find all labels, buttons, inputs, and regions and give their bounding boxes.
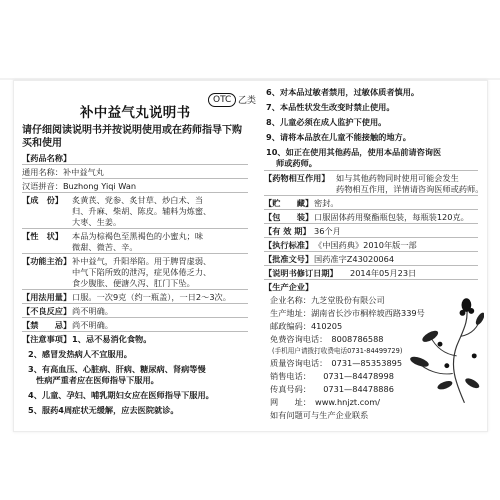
interaction-line: 如与其他药物同时使用可能会发生	[336, 173, 459, 183]
divider	[264, 237, 478, 238]
ingredients-label: 【成 份】	[22, 195, 63, 205]
website: 网 址： www.hnjzt.com/	[270, 397, 380, 407]
divider	[22, 317, 248, 318]
instruction-text: 请仔细阅读说明书并按说明使用或在药师指导下购买和使用	[22, 125, 242, 149]
revised-text: 2014年05月23日	[350, 268, 417, 278]
common-name: 通用名称：补中益气丸	[22, 167, 104, 177]
divider	[264, 223, 478, 224]
package-text: 口服固体药用聚酯瓶包装，每瓶装120克。	[314, 212, 469, 222]
maker-label: 【生产企业】	[264, 282, 314, 292]
function-label: 【功能主治】	[22, 256, 72, 266]
notes-item: 8、儿童必须在成人监护下使用。	[266, 117, 387, 127]
function-line: 补中益气，升阳举陷。用于脾胃虚弱、	[72, 256, 212, 266]
contraindication-text: 尚不明确。	[72, 320, 113, 330]
approval-text: 国药准字Z43020064	[314, 254, 395, 264]
leaflet-card	[13, 80, 488, 432]
quality-phone: 质量咨询电话： 0731—85353895	[270, 358, 403, 368]
approval-label: 【批准文号】	[264, 254, 314, 264]
ingredients-line: 大枣、生姜。	[72, 217, 122, 227]
interaction-line: 药物相互作用，详情请咨询医师或药师。	[336, 184, 484, 194]
divider	[22, 178, 248, 179]
notes-item: 师或药师。	[276, 158, 317, 168]
character-line: 本品为棕褐色至黑褐色的小蜜丸；味	[72, 231, 204, 241]
usage-label: 【用法用量】	[22, 292, 72, 302]
character-line: 微甜、微苦、辛。	[72, 242, 138, 252]
notes-item: 2、感冒发热病人不宜服用。	[28, 349, 132, 359]
divider	[22, 192, 248, 193]
contraindication-label: 【禁 忌】	[22, 320, 72, 330]
divider	[22, 164, 248, 165]
sales-phone: 销售电话： 0731—84478998	[270, 371, 394, 381]
divider	[264, 209, 478, 210]
divider	[264, 265, 478, 266]
hotline: 免费咨询电话： 8008786588	[270, 334, 384, 344]
interaction-label: 【药物相互作用】	[264, 173, 330, 183]
validity-label: 【有 效 期】	[264, 226, 311, 236]
drug-name-heading: 【药品名称】	[22, 153, 72, 163]
divider	[264, 279, 478, 280]
standard-text: 《中国药典》2010年版一部	[314, 240, 417, 250]
flower-drawing	[396, 296, 484, 406]
storage-label: 【贮 藏】	[264, 198, 314, 208]
divider	[264, 170, 478, 171]
postcode: 邮政编码：410205	[270, 321, 343, 331]
usage-text: 口服。一次9克（约一瓶盖），一日2～3次。	[72, 292, 231, 302]
divider	[22, 303, 248, 304]
notes-item: 3、有高血压、心脏病、肝病、糖尿病、肾病等慢	[28, 364, 206, 374]
adverse-label: 【不良反应】	[22, 306, 72, 316]
standard-label: 【执行标准】	[264, 240, 314, 250]
function-line: 中气下陷所致的泄泻，症见体倦乏力、	[72, 267, 212, 277]
hotline-note: (手机用户请拨打收费电话0731-84499729)	[272, 347, 403, 355]
notes-item: 1、忌不易消化食物。	[72, 334, 152, 344]
validity-text: 36个月	[314, 226, 341, 236]
storage-text: 密封。	[314, 198, 339, 208]
pinyin-name: 汉语拼音：Buzhong Yiqi Wan	[22, 181, 137, 191]
divider	[264, 251, 478, 252]
divider	[22, 331, 248, 332]
company-name: 企业名称：九芝堂股份有限公司	[270, 295, 385, 305]
otc-badge: OTC	[208, 93, 236, 107]
company-address: 生产地址：湖南省长沙市桐梓坡西路339号	[270, 308, 425, 318]
notes-item: 6、对本品过敏者禁用，过敏体质者慎用。	[266, 87, 420, 97]
notes-item: 7、本品性状发生改变时禁止使用。	[266, 102, 395, 112]
contact-note: 如有问题可与生产企业联系	[270, 410, 369, 420]
notes-item: 4、儿童、孕妇、哺乳期妇女应在医师指导下服用。	[28, 390, 214, 400]
divider	[22, 289, 248, 290]
document-title: 补中益气丸说明书	[80, 105, 191, 121]
ingredients-line: 炙黄芪、党参、炙甘草、炒白术、当	[72, 195, 204, 205]
ingredients-line: 归、升麻、柴胡、陈皮。辅料为炼蜜、	[72, 206, 212, 216]
divider	[22, 253, 248, 254]
revised-label: 【说明书修订日期】	[264, 268, 338, 278]
function-line: 食少腹胀、便溏久泻、肛门下坠。	[72, 278, 195, 288]
fax-number: 传真号码： 0731—84478886	[270, 384, 394, 394]
notes-label: 【注意事项】	[22, 334, 72, 344]
otc-category: 乙类	[238, 96, 257, 106]
character-label: 【性 状】	[22, 231, 63, 241]
flower-illustration	[396, 296, 484, 406]
divider	[264, 195, 478, 196]
package-label: 【包 装】	[264, 212, 314, 222]
divider	[22, 228, 248, 229]
notes-item: 9、请将本品放在儿童不能接触的地方。	[266, 132, 411, 142]
notes-item: 5、服药4周症状无缓解，应去医院就诊。	[28, 405, 179, 415]
adverse-text: 尚不明确。	[72, 306, 113, 316]
notes-item: 性病严重者应在医师指导下服用。	[36, 375, 159, 385]
notes-item: 10、如正在使用其他药品，使用本品前请咨询医	[266, 147, 442, 157]
